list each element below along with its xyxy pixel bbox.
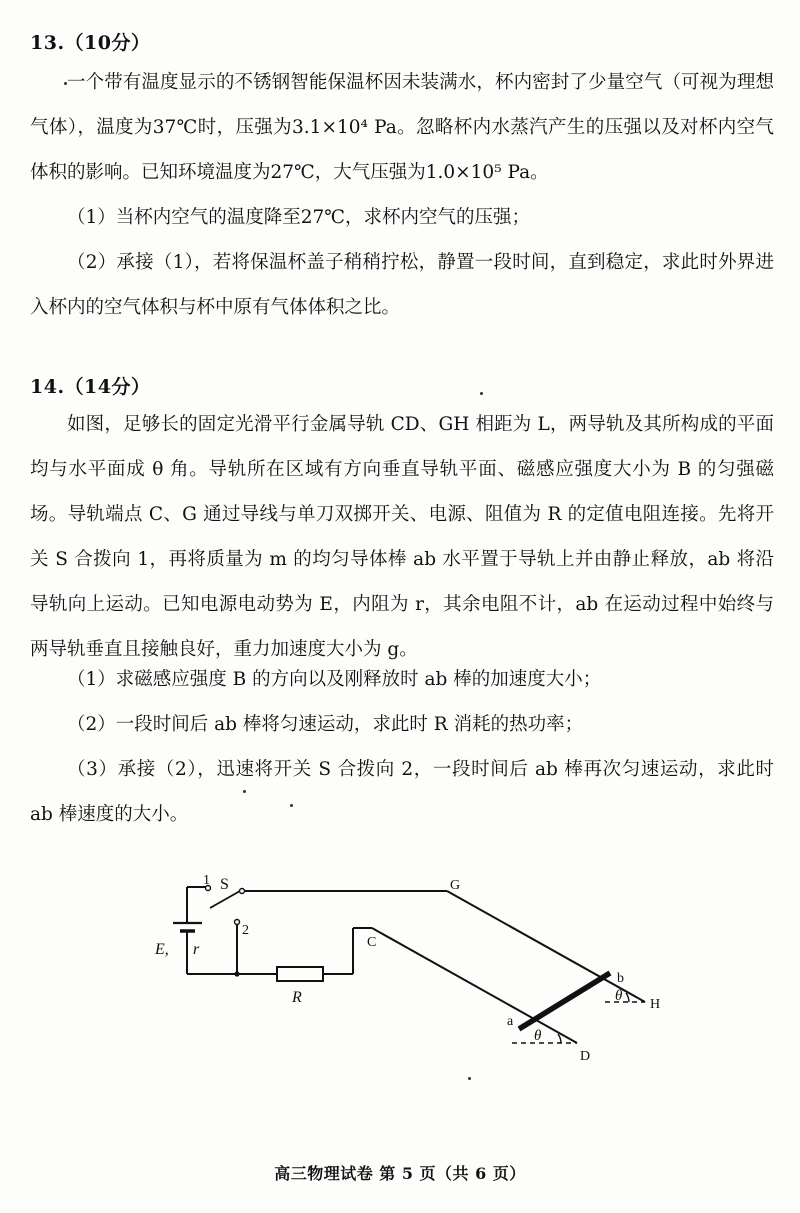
label-a: a bbox=[507, 1014, 514, 1029]
label-b: b bbox=[617, 971, 624, 986]
q14-heading: 14.（14分） bbox=[30, 376, 151, 398]
label-S: S bbox=[220, 876, 229, 893]
q13-part1: （1）当杯内空气的温度降至27℃，求杯内空气的压强； bbox=[67, 207, 531, 228]
label-theta-top: θ bbox=[615, 988, 623, 1004]
scan-speck bbox=[468, 1077, 471, 1080]
q14-part3: （3）承接（2），迅速将开关 S 合拨向 2，一段时间后 ab 棒再次匀速运动，求此时 ab 棒速度的大小。 bbox=[30, 759, 774, 825]
scan-speck bbox=[290, 804, 293, 807]
rail-GH bbox=[447, 891, 645, 1002]
circuit-diagram bbox=[150, 860, 690, 1075]
label-H: H bbox=[650, 997, 661, 1012]
rail-CD bbox=[372, 928, 577, 1043]
switch-blade-S bbox=[210, 891, 240, 908]
q13-part2: （2）承接（1），若将保温杯盖子稍稍拧松，静置一段时间，直到稳定，求此时外界进入杯内的空气体积与杯中原有气体体积之比。 bbox=[30, 252, 774, 318]
label-r: r bbox=[193, 941, 200, 958]
q14-intro: 如图，足够长的固定光滑平行金属导轨 CD、GH 相距为 L，两导轨及其所构成的平面均与水平面成 θ 角。导轨所在区域有方向垂直导轨平面、磁感应强度大小为 B 的匀强磁场。导轨端点 C、G 通过导线与单刀双掷开关、电源、阻值为 R 的定值电阻连接。先将开关 S 合拨向 1，再将质量为 m 的均匀导体棒 ab 水平置于导轨上并由静止释放，ab 将沿导轨向上运动。已知电源电动势为 E，内阻为 r，其余电阻不计，ab 在运动过程中始终与两导轨垂直且接触良好，重力加速度大小为 g。 bbox=[30, 414, 774, 660]
q14-part2: （2）一段时间后 ab 棒将匀速运动，求此时 R 消耗的热功率； bbox=[67, 714, 584, 735]
label-theta-bottom: θ bbox=[534, 1028, 542, 1044]
q14-part1: （1）求磁感应强度 B 的方向以及刚释放时 ab 棒的加速度大小； bbox=[67, 669, 602, 690]
label-E: E, bbox=[155, 941, 169, 958]
angle-arc-top bbox=[626, 993, 629, 1002]
label-1: 1 bbox=[203, 873, 210, 888]
scan-speck bbox=[480, 392, 483, 395]
label-2: 2 bbox=[242, 923, 249, 938]
label-G: G bbox=[450, 878, 461, 893]
junction-dot bbox=[234, 971, 239, 976]
switch-pivot-dot bbox=[240, 889, 245, 894]
resistor-R bbox=[277, 967, 323, 981]
angle-arc-bottom bbox=[558, 1034, 561, 1043]
label-D: D bbox=[580, 1049, 591, 1064]
page-footer: 高三物理试卷 第 5 页（共 6 页） bbox=[274, 1164, 526, 1183]
label-R: R bbox=[292, 989, 302, 1006]
scan-speck bbox=[243, 790, 246, 793]
terminal-2-dot bbox=[235, 920, 240, 925]
rod-ab bbox=[519, 973, 610, 1029]
q13-intro: 一个带有温度显示的不锈钢智能保温杯因未装满水，杯内密封了少量空气（可视为理想气体），温度为37℃时，压强为3.1×10⁴ Pa。忽略杯内水蒸汽产生的压强以及对杯内空气体积的影响。已知环境温度为27℃，大气压强为1.0×10⁵ Pa。 bbox=[30, 72, 774, 183]
q13-heading: 13.（10分） bbox=[30, 32, 151, 54]
label-C: C bbox=[367, 935, 377, 950]
scan-speck bbox=[64, 82, 67, 85]
